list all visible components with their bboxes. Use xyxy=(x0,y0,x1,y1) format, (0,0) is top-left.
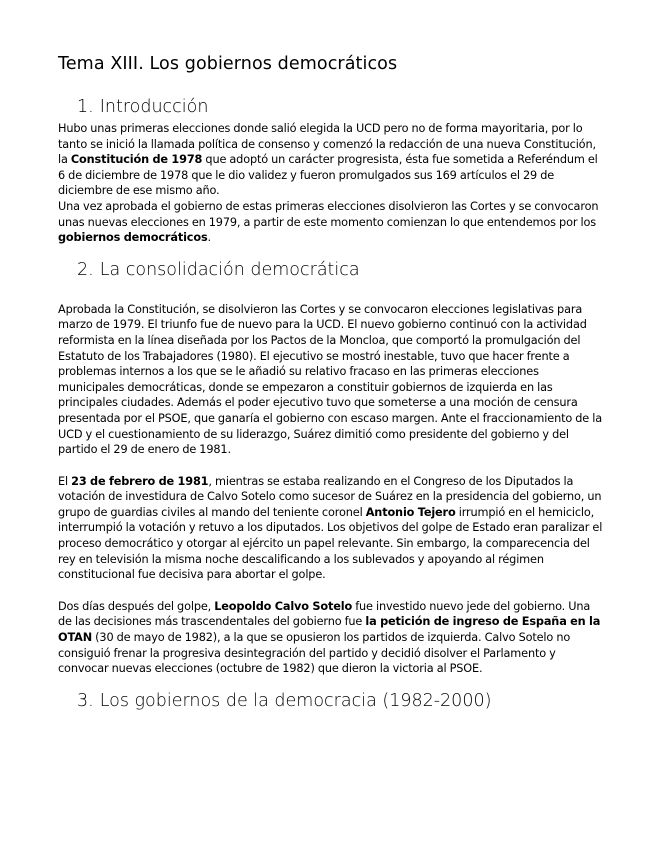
p3-bold-calvo-sotelo: Leopoldo Calvo Sotelo xyxy=(214,599,353,613)
p2-text-1: El xyxy=(58,474,72,488)
section-heading-text: La consolidación democrática xyxy=(99,259,360,280)
consolidacion-paragraph-1: Aprobada la Constitución, se disolvieron las Cortes y se convocaron elecciones legislativas para marzo de 1979. El triunfo fue de nuevo para la UCD. El nuevo gobierno continuó con la actividad reformista en la línea diseñada por los Pactos de la Moncloa, que comportó la promulgación del Estatuto de los Trabajadores (1980). El ejecutivo se mostró inestable, tuvo que hacer frente a problemas internos a los que se le añadió su relativo fracaso en las primeras elecciones municipales democráticas, donde se empezaron a constituir gobiernos de izquierda en las principales ciudades. Además el poder ejecutivo tuvo que someterse a una moción de censura presentada por el PSOE, que ganaría el gobierno con escaso margen. Ante el fraccionamiento de la UCD y el cuestionamiento de su liderazgo, Suárez dimitió como presidente del gobierno y del partido el 29 de enero de 1981. xyxy=(58,302,602,457)
intro-text-1: Hubo unas primeras elecciones donde salió elegida la UCD pero no de forma mayoritaria, por lo tanto se inició la llamada política de consenso y comenzó la redacción de una nueva Constitución, la xyxy=(58,122,596,167)
p3-bold-otan: la petición de ingreso de España en la OTAN xyxy=(58,615,601,645)
intro-text-4: . xyxy=(207,231,211,245)
p3-text-3: (30 de mayo de 1982), a la que se opusieron los partidos de izquierda. Calvo Sotelo no consiguió frenar la progresiva desintegración del partido y decidió disolver el Parlamento y convocar nuevas elecciones (octubre de 1982) que dieron la victoria al PSOE. xyxy=(58,631,571,676)
section-number: 2. xyxy=(77,259,94,280)
section-number: 3. xyxy=(77,690,94,711)
section-heading-consolidacion xyxy=(58,258,603,282)
intro-bold-gobiernos: gobiernos democráticos xyxy=(58,231,208,245)
section-heading-introduccion xyxy=(58,95,603,119)
intro-paragraph xyxy=(58,121,603,246)
p3-text-2: fue investido nuevo jede del gobierno. Una de las decisiones más trascendentales del gobierno fue xyxy=(58,599,591,629)
intro-text-3: Una vez aprobada el gobierno de estas primeras elecciones disolvieron las Cortes y se convocaron unas nuevas elecciones en 1979, a partir de este momento comienzan lo que entendemos por los xyxy=(58,199,599,229)
intro-text-2: que adoptó un carácter progresista, ésta fue sometida a Referéndum el 6 de diciembre de 1978 que le dio validez y fueron promulgados sus 169 artículos el 29 de diciembre de ese mismo año. xyxy=(58,153,598,198)
section-heading-gobiernos xyxy=(58,689,603,713)
section-heading-text: Introducción xyxy=(99,97,209,117)
consolidacion-paragraph-3 xyxy=(58,599,603,677)
p2-text-2: , mientras se estaba realizando en el Congreso de los Diputados la votación de investidura de Calvo Sotelo como sucesor de Suárez en la presidencia del gobierno, un grupo de guardias civiles al mando del teniente coronel xyxy=(58,474,602,519)
p2-bold-tejero: Antonio Tejero xyxy=(365,505,456,519)
p2-bold-date: 23 de febrero de 1981 xyxy=(71,474,209,488)
p3-text-1: Dos días después del golpe, xyxy=(58,599,215,613)
intro-bold-constitucion: Constitución de 1978 xyxy=(70,153,203,167)
document-title: Tema XIII. Los gobiernos democráticos xyxy=(58,54,398,74)
section-heading-text: Los gobiernos de la democracia (1982-2000) xyxy=(99,690,492,711)
consolidacion-paragraph-2 xyxy=(58,474,603,583)
section-number: 1. xyxy=(77,97,94,117)
p2-text-3: irrumpió en el hemiciclo, interrumpió la votación y retuvo a los diputados. Los objetivos del golpe de Estado eran paralizar el proceso democrático y otorgar al ejército un papel relevante. Sin embargo, la comparecencia del rey en televisión la misma noche descalificando a los sublevados y apoyando al régimen constitucional fue decisiva para abortar el golpe. xyxy=(58,505,603,582)
